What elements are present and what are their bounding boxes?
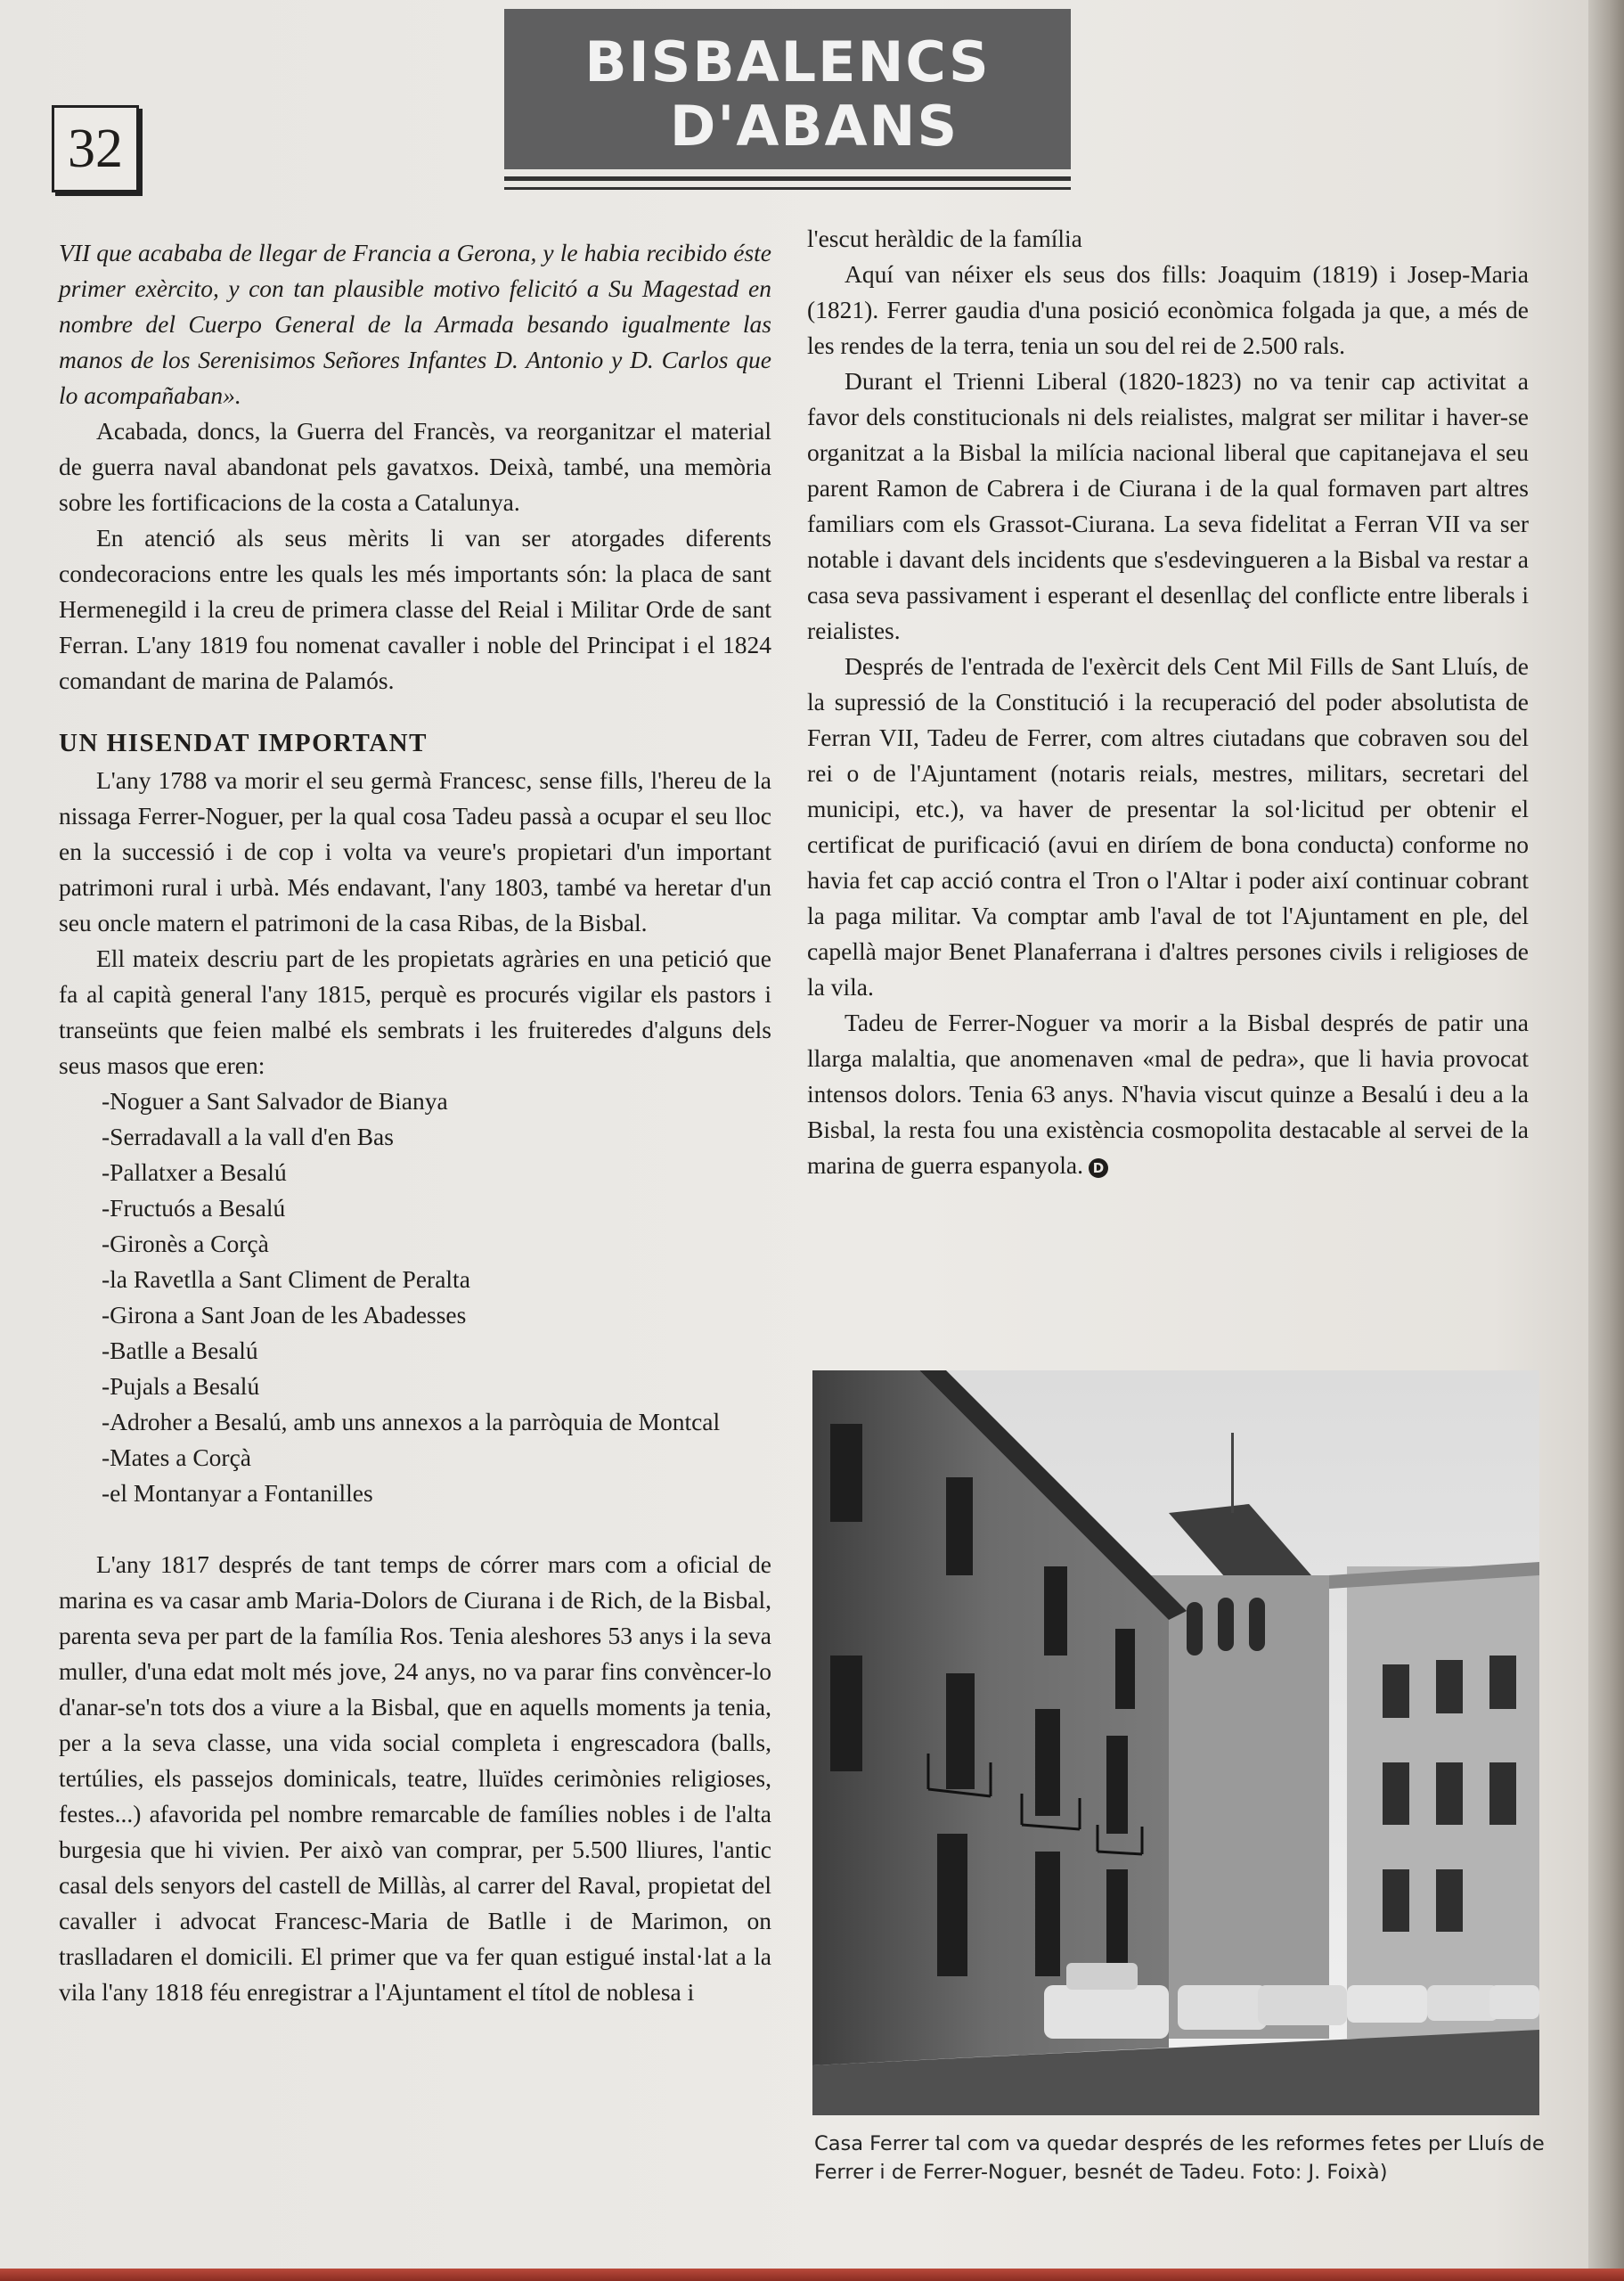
farm-list-item: -Gironès a Corçà	[102, 1230, 269, 1257]
paragraph: En atenció als seus mèrits li van ser atorgades diferents condecoracions entre les quals les més importants són: la placa de sant Hermenegild i la creu de primera classe del Reial i Militar Orde de sant Ferran. L'any 1819 fou nomenat cavaller i noble del Principat i el 1824 comandant de marina de Palamós.	[59, 524, 771, 694]
farm-list-item: -Girona a Sant Joan de les Abadesses	[102, 1301, 467, 1329]
paragraph: Ell mateix descriu part de les propietats agràries en una petició que fa al capità general l'any 1815, perquè es procurés vigilar els pastors i transeünts que feien malbé els sembrats i les fruiteredes d'alguns dels seus masos que eren:	[59, 944, 771, 1079]
page-bottom-edge	[0, 2269, 1624, 2281]
farm-list-item: -el Montanyar a Fontanilles	[102, 1479, 373, 1507]
closing-paragraph	[807, 1005, 1529, 1183]
farm-list-item: -Fructuós a Besalú	[102, 1194, 286, 1222]
farm-list-item: -Pujals a Besalú	[102, 1372, 260, 1400]
farm-list-item: -Noguer a Sant Salvador de Bianya	[102, 1087, 448, 1115]
paragraph: Durant el Trienni Liberal (1820-1823) no va tenir cap activitat a favor dels constitucionals ni dels reialistes, malgrat ser militar i haver-se organitzat a la Bisbal la milícia nacional liberal que capitanejava el seu parent Ramon de Cabrera i de Ciurana i de la qual formaven part altres familiars com els Grassot-Ciurana. La seva fidelitat a Ferran VII va ser notable i davant dels incidents que s'esdevingueren a la Bisbal va restar a casa seva passivament i esperant el desenllaç del conflicte entre liberals i reialistes.	[807, 367, 1529, 644]
paragraph-gap	[59, 1511, 771, 1547]
farm-list	[59, 1083, 771, 1511]
paragraph: l'escut heràldic de la família	[807, 225, 1082, 252]
paragraph: Després de l'entrada de l'exèrcit dels Cent Mil Fills de Sant Lluís, de la supressió de la Constitució i la recuperació del poder absolutista de Ferran VII, Tadeu de Ferrer, com altres ciutadans que cobraven sou del rei o de l'Ajuntament (notaris reials, mestres, militars, secretari del municipi, etc.), va haver de presentar la sol·licitud per obtenir el certificat de purificació (avui en diríem de bona conducta) conforme no havia fet cap acció contra el Tron o l'Altar i poder així continuar cobrant la paga militar. Va comptar amb l'aval de tot l'Ajuntament en ple, del capellà major Benet Planaferrana i d'altres persones civils i religioses de la vila.	[807, 652, 1529, 1001]
masthead-line-2: D'ABANS	[669, 94, 959, 159]
photo-caption: Casa Ferrer tal com va quedar després de les reformes fetes per Lluís de Ferrer i de Ferrer-Noguer, besnét de Tadeu. Foto: J. Foixà)	[814, 2132, 1545, 2184]
masthead-rule	[504, 187, 1071, 190]
street-photo-illustration	[812, 1370, 1539, 2115]
farm-list-item: -Mates a Corçà	[102, 1443, 251, 1471]
paragraph: L'any 1788 va morir el seu germà Francesc, sense fills, l'hereu de la nissaga Ferrer-Noguer, per la qual cosa Tadeu passà a ocupar el seu lloc en la successió i de cop i volta va veure's propietari d'un important patrimoni rural i urbà. Més endavant, l'any 1803, també va heretar d'un seu oncle matern el patrimoni de la casa Ribas, de la Bisbal.	[59, 766, 771, 936]
quote-paragraph: VII que acababa de llegar de Francia a Gerona, y le habia recibido éste primer exèrcito, y con tan plausible motivo felicitó a Su Magestad en nombre del Cuerpo General de la Armada besando igualmente las manos de los Serenisimos Señores Infantes D. Antonio y D. Carlos que lo acompañaban».	[59, 239, 771, 409]
masthead-rule	[504, 176, 1071, 181]
book-spine-edge	[1588, 0, 1624, 2281]
page-number: 32	[52, 105, 139, 192]
end-of-article-icon: D	[1089, 1158, 1108, 1178]
left-column	[59, 235, 771, 2010]
farm-list-item: -Serradavall a la vall d'en Bas	[102, 1123, 394, 1150]
section-masthead	[504, 9, 1071, 169]
section-heading: UN HISENDAT IMPORTANT	[59, 729, 428, 757]
paragraph: Acabada, doncs, la Guerra del Francès, va reorganitzar el material de guerra naval abandonat pels gavatxos. Deixà, també, una memòria sobre les fortificacions de la costa a Catalunya.	[59, 417, 771, 516]
farm-list-item: -Pallatxer a Besalú	[102, 1158, 287, 1186]
masthead-line-1: BISBALENCS	[584, 29, 991, 94]
paragraph: L'any 1817 després de tant temps de córrer mars com a oficial de marina es va casar amb Maria-Dolors de Ciurana i de Rich, de la Bisbal, parenta seva per part de la família Ros. Tenia aleshores 53 anys i la seva muller, d'una edat molt més jove, 24 anys, no va parar fins convèncer-lo d'anar-se'n tots dos a viure a la Bisbal, que en aquells moments ja tenia, per a la seva classe, una vida social completa i engrescadora (balls, tertúlies, els passejos dominicals, teatre, lluïdes cerimònies religioses, festes...) afavorida pel nombre remarcable de famílies nobles i de l'alta burgesia que hi vivien. Per això van comprar, per 5.500 lliures, l'antic casal dels senyors del castell de Millàs, al carrer del Raval, propietat del cavaller i advocat Francesc-Maria de Batlle i de Marimon, on traslladaren el domicili. El primer que va fer quan estigué instal·lat a la vila l'any 1818 féu enregistrar a l'Ajuntament el títol de noblesa i	[59, 1550, 771, 2006]
farm-list-item: -Adroher a Besalú, amb uns annexos a la parròquia de Montcal	[102, 1408, 721, 1435]
farm-list-item: -la Ravetlla a Sant Climent de Peralta	[102, 1265, 470, 1293]
paragraph: Aquí van néixer els seus dos fills: Joaquim (1819) i Josep-Maria (1821). Ferrer gaudia d'una posició econòmica folgada ja que, a més de les rendes de la terra, tenia un sou del rei de 2.500 rals.	[807, 260, 1529, 359]
farm-list-item: -Batlle a Besalú	[102, 1337, 258, 1364]
paragraph-text: Tadeu de Ferrer-Noguer va morir a la Bisbal després de patir una llarga malaltia, que anomenaven «mal de pedra», que li havia provocat intensos dolors. Tenia 63 anys. N'havia viscut quinze a Besalú i deu a la Bisbal, la resta fou una existència cosmopolita destacable al servei de la marina de guerra espanyola.	[807, 1009, 1529, 1179]
right-column	[807, 221, 1529, 1183]
casa-ferrer-photo	[812, 1370, 1539, 2115]
